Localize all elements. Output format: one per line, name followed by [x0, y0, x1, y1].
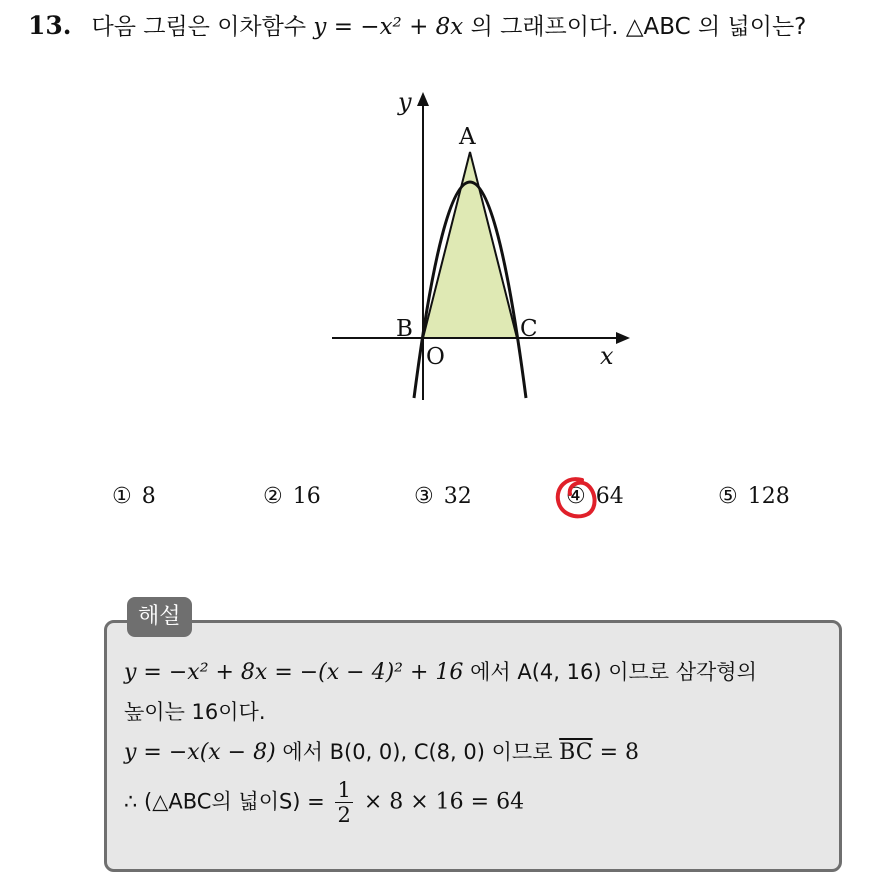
choice-1-symbol: ① — [112, 484, 132, 509]
solution-line-1 — [124, 656, 757, 686]
fraction-denominator: 2 — [337, 803, 351, 827]
choice-2[interactable] — [263, 484, 321, 509]
solution-line-1-math: y = −x² + 8x = −(x − 4)² + 16 — [124, 660, 464, 685]
choice-5-value: 128 — [747, 484, 790, 509]
origin-label: O — [426, 344, 445, 370]
choice-1-value: 8 — [141, 484, 156, 509]
choice-3[interactable] — [414, 484, 472, 509]
choice-1[interactable] — [112, 484, 156, 509]
answer-mark-icon — [552, 474, 602, 522]
solution-line-3 — [124, 736, 639, 766]
point-b-label: B — [396, 316, 413, 342]
solution-line-3-math: y = −x(x − 8) — [124, 740, 276, 765]
question-number: 13. — [28, 11, 72, 40]
choice-3-symbol: ③ — [414, 484, 434, 509]
solution-line-2 — [124, 696, 266, 726]
x-axis-label: x — [600, 342, 614, 370]
choice-2-value: 16 — [292, 484, 321, 509]
solution-line-2-text: 높이는 16이다. — [124, 700, 266, 724]
solution-line-4-start: ∴ (△ABC의 넓이S) = — [124, 789, 332, 814]
point-c-label: C — [520, 316, 538, 342]
answer-choices — [0, 484, 884, 518]
solution-tag: 해설 — [127, 597, 192, 637]
triangle-abc — [423, 152, 517, 338]
solution-line-4-end: × 8 × 16 = 64 — [356, 789, 525, 815]
fraction-one-half — [335, 778, 352, 827]
question-text-before: 다음 그림은 이차함수 — [91, 14, 314, 40]
solution-line-1-text: 에서 A(4, 16) 이므로 삼각형의 — [463, 660, 757, 684]
answer-mark-stroke — [558, 479, 595, 516]
point-a-label: A — [459, 124, 476, 150]
x-axis-arrow — [616, 332, 630, 344]
parabola-figure — [320, 80, 650, 410]
question-text-after: 의 그래프이다. △ABC 의 넓이는? — [463, 14, 807, 40]
parabola-graph — [320, 80, 650, 410]
solution-line-3-end: = 8 — [592, 740, 639, 765]
segment-bc: $\overline{BC}$ — [559, 740, 593, 765]
question-line — [28, 8, 806, 41]
choice-5-symbol: ⑤ — [718, 484, 738, 509]
choice-3-value: 32 — [443, 484, 472, 509]
choice-4-value: 64 — [595, 484, 624, 509]
solution-line-3-text: 에서 B(0, 0), C(8, 0) 이므로 — [275, 740, 560, 764]
y-axis-arrow — [417, 92, 429, 106]
y-axis-label: y — [398, 88, 412, 116]
solution-line-4 — [124, 778, 524, 827]
question-formula: y = −x² + 8x — [313, 14, 464, 40]
choice-4-symbol: ④ — [566, 484, 586, 509]
choice-2-symbol: ② — [263, 484, 283, 509]
choice-5[interactable] — [718, 484, 790, 509]
fraction-numerator: 1 — [337, 778, 351, 802]
